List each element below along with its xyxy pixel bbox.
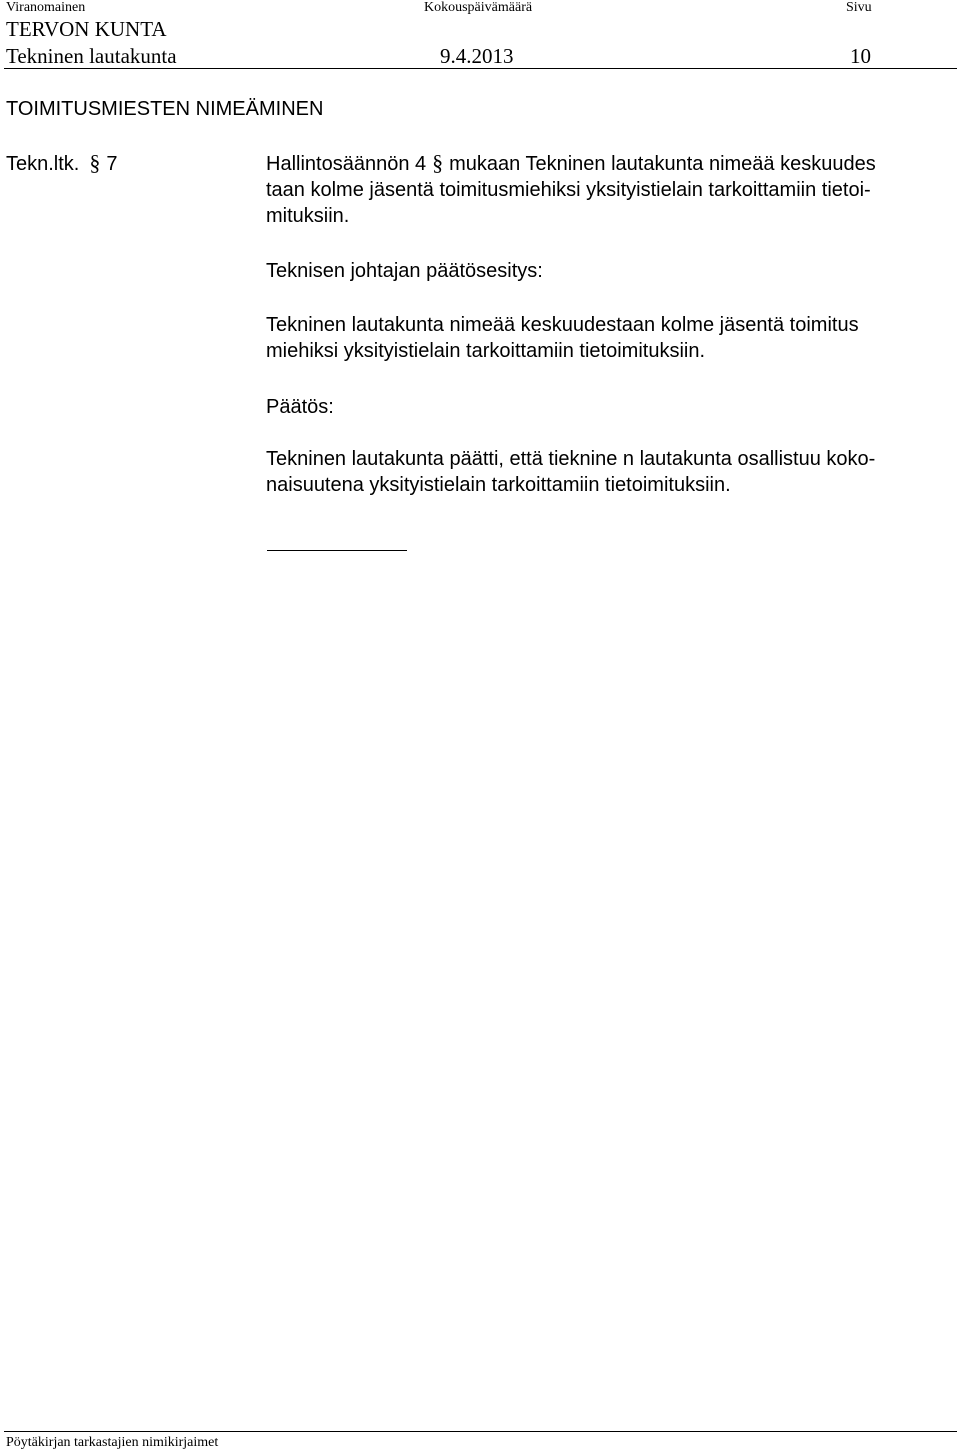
page-number: 10 [850,44,871,68]
header-label-viranomainen: Viranomainen [6,0,86,15]
decision-line: Tekninen lautakunta päätti, että tieknine n lautakunta osallistuu koko- [266,448,876,470]
header-label-sivu: Sivu [846,0,872,15]
proposal-line: miehiksi yksityistielain tarkoittamiin tietoimituksiin. [266,340,706,362]
proposal-line: Tekninen lautakunta nimeää keskuudestaan kolme jäsentä toimitus [266,314,859,336]
section-symbol-inline: § [432,150,444,175]
header-label-kokouspaivamaara: Kokouspäivämäärä [424,0,533,15]
proposal-heading: Teknisen johtajan päätösesitys: [266,260,543,282]
decision-line: naisuutena yksityistielain tarkoittamiin tietoimituksiin. [266,474,731,496]
background-line-1 [266,150,956,177]
document-title: TOIMITUSMIESTEN NIMEÄMINEN [6,98,324,120]
organization-name: TERVON KUNTA [6,17,167,41]
decision-heading: Päätös: [266,396,334,418]
background-paragraph [266,150,956,229]
section-ref-label: Tekn.ltk. [6,153,80,175]
section-symbol: § [89,150,101,175]
board-name: Tekninen lautakunta [6,44,177,68]
meeting-date: 9.4.2013 [440,44,514,68]
end-of-section-rule [267,550,407,551]
background-part1: Hallintosäännön 4 [266,153,427,175]
background-line-3: mituksiin. [266,205,350,227]
background-part2: mukaan Tekninen lautakunta nimeää keskuudes [449,153,876,175]
footer-divider [4,1431,957,1432]
proposal-paragraph [266,312,956,364]
section-number: 7 [106,153,118,175]
decision-paragraph [266,446,956,498]
background-line-2: taan kolme jäsentä toimitusmiehiksi yksityistielain tarkoittamiin tietoi- [266,179,871,201]
footer-label: Pöytäkirjan tarkastajien nimikirjaimet [6,1435,219,1450]
header-divider [4,68,957,69]
section-reference [6,150,117,177]
